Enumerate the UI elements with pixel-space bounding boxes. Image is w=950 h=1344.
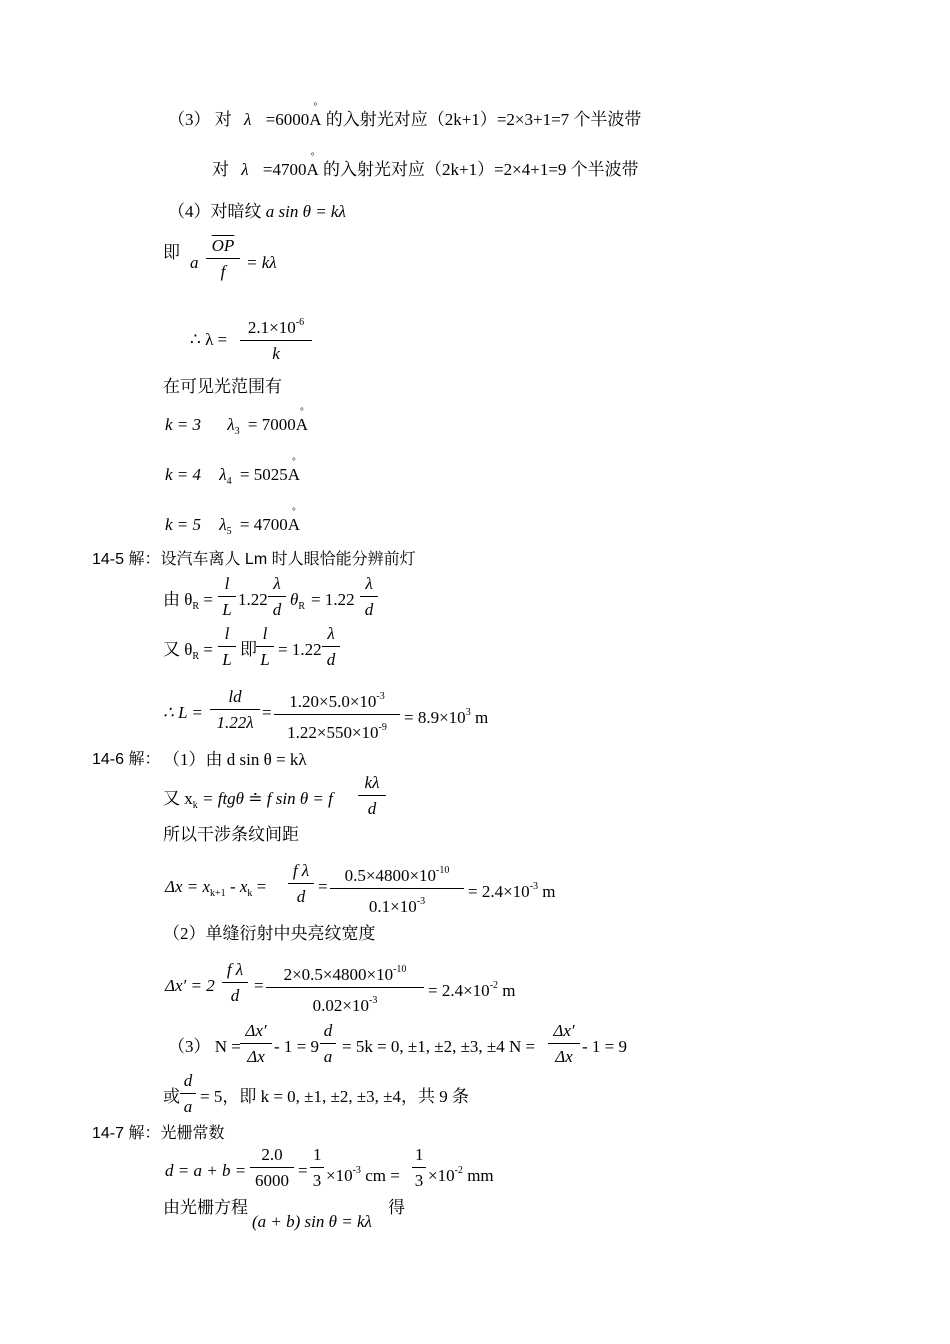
p146-line2 [163, 789, 333, 816]
end: - 1 = 9 [582, 1037, 627, 1056]
num: λ [360, 574, 378, 597]
frac-l-L [218, 624, 236, 670]
exp: -3 [352, 1165, 361, 1176]
num: 2.1×10 [247, 318, 296, 337]
d-eq: d = a + b = [165, 1161, 247, 1180]
grating-formula: (a + b) sin θ = kλ [252, 1212, 372, 1231]
rest: = 5，即 k = 0, ±1, ±2, ±3, ±4，共 9 条 [200, 1087, 469, 1106]
num: 1 [412, 1145, 426, 1168]
den: a [323, 1047, 333, 1066]
lambda-symbol: λ [219, 465, 227, 484]
result: = 2.4×10 [468, 882, 530, 901]
xk: - x [229, 877, 248, 896]
num: 0.5×4800×10 [344, 866, 437, 885]
frac-value [274, 687, 400, 743]
k3-row [165, 415, 308, 442]
part4-label: （4）对暗纹 [168, 202, 262, 221]
unit: mm [467, 1166, 494, 1185]
k-value: k = 3 [165, 415, 202, 434]
p145-line1 [163, 590, 213, 617]
fraction-lambda [240, 313, 312, 364]
result: = 2.4×10 [428, 981, 490, 1000]
L-result [404, 703, 488, 728]
frac-value [266, 960, 424, 1016]
den: 6000 [255, 1171, 289, 1190]
mid: - 1 = 9 [274, 1037, 319, 1056]
part4-line [168, 202, 346, 222]
num: kλ [358, 773, 386, 796]
dx-result [468, 877, 556, 902]
exp: -3 [529, 881, 539, 892]
num: Δx′ [240, 1021, 272, 1044]
frac-l-L [218, 574, 236, 620]
ji: 即 [240, 640, 257, 659]
therefore-lambda: ∴ λ = [190, 330, 228, 349]
frac-ld [210, 687, 260, 733]
frac-klambda-d [358, 773, 386, 819]
exp: -10 [436, 865, 450, 876]
eq2: = [318, 877, 328, 896]
num: f λ [222, 960, 248, 983]
cm: cm = [365, 1166, 400, 1185]
num: 2.0 [250, 1145, 294, 1168]
num-op: $\overline{OP}$ [211, 236, 235, 255]
frac-d-a [180, 1071, 196, 1117]
frac-lambda-d [322, 624, 340, 670]
angstrom-unit: ° A [306, 160, 318, 180]
den-k: k [272, 344, 280, 363]
num: f λ [288, 861, 314, 884]
frac-1-3 [310, 1145, 324, 1191]
frac-flambda-d [288, 861, 314, 907]
frac-flambda-d [222, 960, 248, 1006]
wavelength-value: = 7000 [247, 415, 296, 434]
value: =4700 [262, 160, 307, 179]
sub: k+1 [210, 888, 226, 899]
result: = 8.9×10 [404, 708, 466, 727]
part3b-text: 的入射光对应（2k+1）=2×4+1=9 个半波带 [323, 160, 639, 179]
frac-l-L-2 [256, 624, 274, 670]
theta: θ [290, 590, 299, 609]
lambda-sub: 3 [234, 426, 240, 437]
frac-d-a [320, 1021, 336, 1067]
problem-14-5-heading: 14-5 解：设汽车离人 Lm 时人眼恰能分辨前灯 [92, 551, 416, 568]
den: L [260, 650, 270, 669]
num: 1.20×5.0×10 [289, 692, 377, 711]
theta: 又 θ [163, 640, 193, 659]
theta: 由 θ [163, 590, 193, 609]
exp: -3 [376, 691, 385, 702]
de: 得 [388, 1198, 405, 1217]
eq: = [298, 1161, 308, 1180]
lambda-sub: 5 [226, 526, 232, 537]
p146-line4 [165, 877, 266, 904]
ji-label: 即 [163, 243, 180, 262]
frac-2-6000 [250, 1145, 294, 1191]
num: l [218, 574, 236, 597]
num: l [256, 624, 274, 647]
p146-line3: 所以干涉条纹间距 [163, 825, 299, 844]
den: 0.02×10 [312, 996, 369, 1015]
p146-line1: （1）由 d sin θ = kλ [163, 750, 307, 769]
value: =6000 [265, 110, 310, 129]
frac-lambda-d [268, 574, 286, 620]
angstrom-unit: ° A [288, 515, 300, 535]
wavelength-value: = 4700 [239, 515, 288, 534]
num: d [180, 1071, 196, 1094]
num: 1 [310, 1145, 324, 1168]
k4-row [165, 465, 300, 492]
L-eq: ∴ L = [163, 703, 203, 722]
den: 3 [414, 1171, 424, 1190]
eq: = [254, 976, 264, 995]
p145-line1b [290, 590, 355, 617]
num: l [218, 624, 236, 647]
num: 2×0.5×4800×10 [283, 965, 394, 984]
sub-r: R [192, 651, 200, 662]
angstrom-unit: ° A [296, 415, 308, 435]
exp: 3 [465, 707, 471, 718]
den: d [296, 887, 306, 906]
lambda-symbol: λ [244, 110, 252, 129]
exp: -9 [378, 722, 387, 733]
rhs-klambda: = kλ [246, 253, 277, 272]
exp: -2 [454, 1165, 463, 1176]
expr: = ftgθ ≐ f sin θ = f [202, 789, 333, 808]
den: d [326, 650, 336, 669]
dx: Δx = x [165, 877, 211, 896]
num: ld [210, 687, 260, 710]
part3-text: 的入射光对应（2k+1）=2×3+1=7 个半波带 [325, 110, 642, 129]
num: Δx′ [548, 1021, 580, 1044]
problem-14-7-heading: 14-7 解：光栅常数 [92, 1125, 225, 1142]
den: a [183, 1097, 193, 1116]
eq: = [203, 590, 213, 609]
angstrom-unit: ° A [309, 110, 321, 130]
exp: -2 [489, 980, 499, 991]
frac-value [330, 861, 464, 917]
den-f: f [220, 262, 226, 281]
lambda-symbol: λ [219, 515, 227, 534]
den: 0.1×10 [368, 897, 417, 916]
N-eq: （3） N = [168, 1037, 241, 1056]
k5-row [165, 515, 300, 542]
part3b-label: 对 [212, 160, 229, 179]
eq2: = 1.22 [278, 640, 322, 659]
exp: -3 [416, 896, 426, 907]
frac-1-3-2 [412, 1145, 426, 1191]
eq: = [256, 877, 267, 896]
dark-fringe-formula: a sin θ = kλ [265, 202, 346, 221]
den: d [367, 799, 377, 818]
den: 1.22λ [216, 713, 254, 732]
part3-label: （3） 对 [168, 110, 232, 129]
tail: ×10 [428, 1166, 455, 1185]
grating-eq-label: 由光栅方程 [163, 1198, 248, 1217]
unit: m [474, 708, 489, 727]
den: d [272, 600, 282, 619]
xk: 又 x [163, 789, 193, 808]
exp: -10 [393, 964, 407, 975]
k-value: k = 5 [165, 515, 202, 534]
sub-r: R [298, 601, 306, 612]
or: 或 [163, 1087, 180, 1106]
mid: ×10 [326, 1166, 353, 1185]
k-value: k = 4 [165, 465, 202, 484]
den: d [364, 600, 374, 619]
unit: m [542, 882, 556, 901]
fraction-op-f [206, 236, 240, 282]
sub-r: R [192, 601, 200, 612]
dx-prime-result [428, 976, 516, 1001]
problem-14-6-heading: 14-6 解： [92, 751, 161, 768]
lambda-sub: 4 [226, 476, 232, 487]
part3-line2 [212, 160, 639, 180]
den: 3 [312, 1171, 322, 1190]
num: λ [268, 574, 286, 597]
frac-dx [240, 1021, 272, 1067]
num: λ [322, 624, 340, 647]
lambda-symbol: λ [241, 160, 249, 179]
den: 1.22×550×10 [287, 723, 379, 742]
coef: 1.22 [238, 590, 268, 609]
num-exp: -6 [295, 317, 305, 328]
lambda-symbol: λ [227, 415, 235, 434]
eq2: = 1.22 [311, 590, 355, 609]
wavelength-value: = 5025 [239, 465, 288, 484]
mid2: = 5k = 0, ±1, ±2, ±3, ±4 N = [342, 1037, 536, 1056]
den: L [222, 650, 232, 669]
eq: = [203, 640, 213, 659]
cm-part [326, 1161, 400, 1186]
den: Δx [555, 1047, 573, 1066]
den: d [230, 986, 240, 1005]
p145-line2 [163, 640, 213, 667]
den: Δx [247, 1047, 265, 1066]
den: L [222, 600, 232, 619]
symbol-a: a [190, 253, 199, 272]
unit: m [502, 981, 516, 1000]
visible-range-text: 在可见光范围有 [163, 377, 282, 396]
angstrom-unit: ° A [288, 465, 300, 485]
eq: = [262, 703, 272, 722]
frac-dx-2 [548, 1021, 580, 1067]
part3-line1 [168, 110, 641, 130]
sub: k [247, 888, 253, 899]
exp: -3 [369, 995, 378, 1006]
sub: k [192, 800, 198, 811]
dx-prime: Δx′ = 2 [165, 976, 215, 995]
frac-lambda-d-2 [360, 574, 378, 620]
num: d [320, 1021, 336, 1044]
p146-line5: （2）单缝衍射中央亮纹宽度 [163, 924, 376, 943]
mm-part [428, 1161, 494, 1186]
